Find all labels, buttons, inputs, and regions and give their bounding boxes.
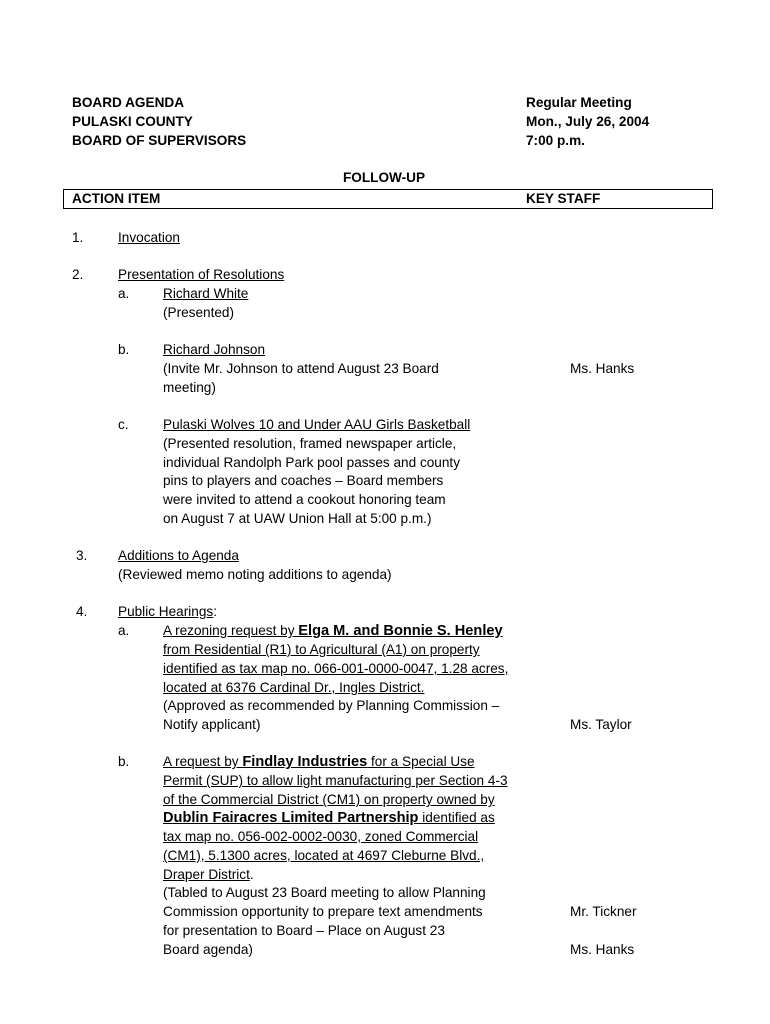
item-2b-letter: b. (118, 342, 130, 357)
item-4a-desc: identified as tax map no. 066-001-0000-0047, 1.28 acres, (163, 661, 509, 676)
item-4b-note: Commission opportunity to prepare text amendments (163, 904, 483, 919)
item-4b-period: . (249, 867, 254, 882)
item-4b-note: Board agenda) (163, 942, 253, 957)
item-2a-title: Richard White (163, 286, 249, 301)
column-action-item: ACTION ITEM (72, 191, 161, 206)
header-line-2: PULASKI COUNTY (72, 114, 193, 129)
meeting-type: Regular Meeting (526, 95, 632, 110)
item-4b-intro-cont: for a Special Use (367, 754, 475, 769)
item-2-title: Presentation of Resolutions (118, 267, 285, 282)
item-4a-applicant: Elga M. and Bonnie S. Henley (298, 623, 503, 639)
item-4-title-line (118, 603, 217, 622)
item-4b-applicant: Findlay Industries (242, 754, 368, 770)
item-4b-owner-line (163, 809, 495, 828)
item-2c-note: were invited to attend a cookout honoring team (163, 492, 446, 507)
item-4b-intro: A request by (163, 754, 243, 769)
item-4b-district: Draper District (163, 867, 250, 882)
header-line-3: BOARD OF SUPERVISORS (72, 133, 247, 148)
item-4a-line (163, 622, 503, 641)
item-4b-desc: of the Commercial District (CM1) on property owned by (163, 792, 495, 807)
item-3-number: 3. (76, 548, 88, 563)
item-2-number: 2. (72, 267, 84, 282)
item-2c-note: on August 7 at UAW Union Hall at 5:00 p.m.) (163, 511, 432, 526)
item-3-note: (Reviewed memo noting additions to agenda) (118, 567, 392, 582)
item-4b-desc: (CM1), 5.1300 acres, located at 4697 Cleburne Blvd., (163, 848, 485, 863)
item-4b-note: for presentation to Board – Place on August 23 (163, 923, 445, 938)
item-2a-note: (Presented) (163, 305, 235, 320)
item-4-title-colon: : (213, 604, 217, 619)
item-4b-staff: Mr. Tickner (570, 904, 637, 919)
column-key-staff: KEY STAFF (526, 191, 601, 206)
item-2c-letter: c. (118, 417, 129, 432)
follow-up-heading: FOLLOW-UP (343, 170, 426, 185)
item-4a-desc: from Residential (R1) to Agricultural (A1) on property (163, 642, 480, 657)
meeting-time: 7:00 p.m. (526, 133, 585, 148)
item-4b-owner: Dublin Fairacres Limited Partnership (163, 810, 419, 826)
item-4a-note: Notify applicant) (163, 717, 261, 732)
item-4a-staff: Ms. Taylor (570, 717, 632, 732)
item-2c-note: (Presented resolution, framed newspaper article, (163, 436, 457, 451)
header-line-1: BOARD AGENDA (72, 95, 185, 110)
item-1-number: 1. (72, 230, 84, 245)
item-2b-note: meeting) (163, 380, 216, 395)
item-4b-note: (Tabled to August 23 Board meeting to allow Planning (163, 885, 486, 900)
item-4b-staff: Ms. Hanks (570, 942, 635, 957)
item-2c-note: individual Randolph Park pool passes and county (163, 455, 460, 470)
item-4b-letter: b. (118, 754, 130, 769)
item-4a-intro: A rezoning request by (163, 623, 299, 638)
item-2b-staff: Ms. Hanks (570, 361, 635, 376)
item-4b-line (163, 753, 475, 772)
item-4-number: 4. (76, 604, 88, 619)
item-3-title: Additions to Agenda (118, 548, 239, 563)
item-4-title: Public Hearings (118, 604, 214, 619)
item-4a-letter: a. (118, 623, 130, 638)
item-2c-title: Pulaski Wolves 10 and Under AAU Girls Basketball (163, 417, 471, 432)
item-2a-letter: a. (118, 286, 130, 301)
item-4b-desc: tax map no. 056-002-0002-0030, zoned Commercial (163, 829, 479, 844)
item-1-title: Invocation (118, 230, 180, 245)
item-4a-desc: located at 6376 Cardinal Dr., Ingles District. (163, 680, 425, 695)
item-2c-note: pins to players and coaches – Board members (163, 473, 444, 488)
meeting-date: Mon., July 26, 2004 (526, 114, 650, 129)
column-header-box (63, 189, 713, 209)
item-2b-note: (Invite Mr. Johnson to attend August 23 Board (163, 361, 439, 376)
item-4a-note: (Approved as recommended by Planning Commission – (163, 698, 500, 713)
item-4b-owner-cont: identified as (418, 810, 495, 825)
item-4b-district-line (163, 866, 254, 885)
item-4b-desc: Permit (SUP) to allow light manufacturing per Section 4-3 (163, 773, 508, 788)
item-2b-title: Richard Johnson (163, 342, 266, 357)
